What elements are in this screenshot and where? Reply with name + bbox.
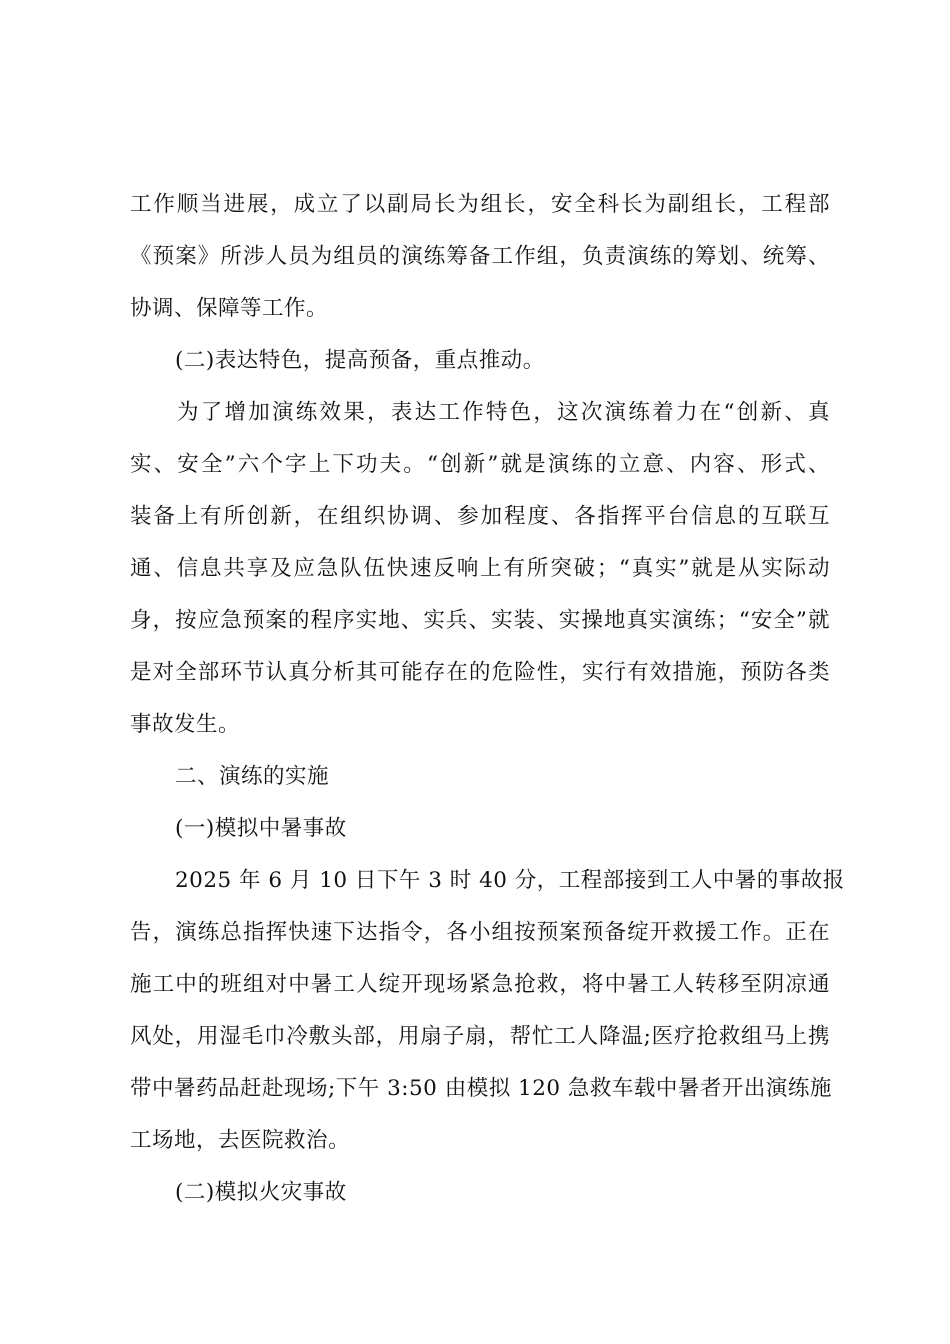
paragraph-3-line-1: 2025 年 6 月 10 日下午 3 时 40 分，工程部接到工人中暑的事故报 [175,868,845,893]
paragraph-1-line-3: 协调、保障等工作。 [130,296,329,321]
paragraph-1-line-2: 《预案》所涉人员为组员的演练筹备工作组，负责演练的筹划、统筹、 [130,244,830,269]
paragraph-3-line-4: 风处，用湿毛巾冷敷头部，用扇子扇，帮忙工人降温;医疗抢救组马上携 [130,1024,830,1049]
paragraph-3-line-3: 施工中的班组对中暑工人绽开现场紧急抢救，将中暑工人转移至阴凉通 [130,972,830,997]
section-heading-implementation: 二、演练的实施 [175,764,330,789]
paragraph-2-line-2: 实、安全”六个字上下功夫。“创新”就是演练的立意、内容、形式、 [130,452,830,477]
paragraph-2-line-4: 通、信息共享及应急队伍快速反响上有所突破；“真实”就是从实际动 [130,556,830,581]
paragraph-2-line-5: 身，按应急预案的程序实地、实兵、实装、实操地真实演练；“安全”就 [130,608,830,633]
paragraph-2-line-7: 事故发生。 [130,712,241,737]
paragraph-3-line-5: 带中暑药品赶赴现场;下午 3:50 由模拟 120 急救车载中暑者开出演练施 [130,1076,832,1101]
paragraph-1-line-1: 工作顺当进展，成立了以副局长为组长，安全科长为副组长，工程部 [130,192,830,217]
paragraph-2-line-6: 是对全部环节认真分析其可能存在的危险性，实行有效措施，预防各类 [130,660,830,685]
subsection-heading-fire: (二)模拟火灾事故 [175,1180,347,1205]
paragraph-3-line-2: 告，演练总指挥快速下达指令，各小组按预案预备绽开救援工作。正在 [130,920,830,945]
paragraph-2-line-3: 装备上有所创新，在组织协调、参加程度、各指挥平台信息的互联互 [130,504,830,529]
paragraph-2-line-1: 为了增加演练效果，表达工作特色，这次演练着力在“创新、真 [177,400,830,425]
subsection-heading-heatstroke: (一)模拟中暑事故 [175,816,347,841]
section-heading-2: (二)表达特色，提高预备，重点推动。 [175,348,545,373]
paragraph-3-line-6: 工场地，去医院救治。 [130,1128,351,1153]
